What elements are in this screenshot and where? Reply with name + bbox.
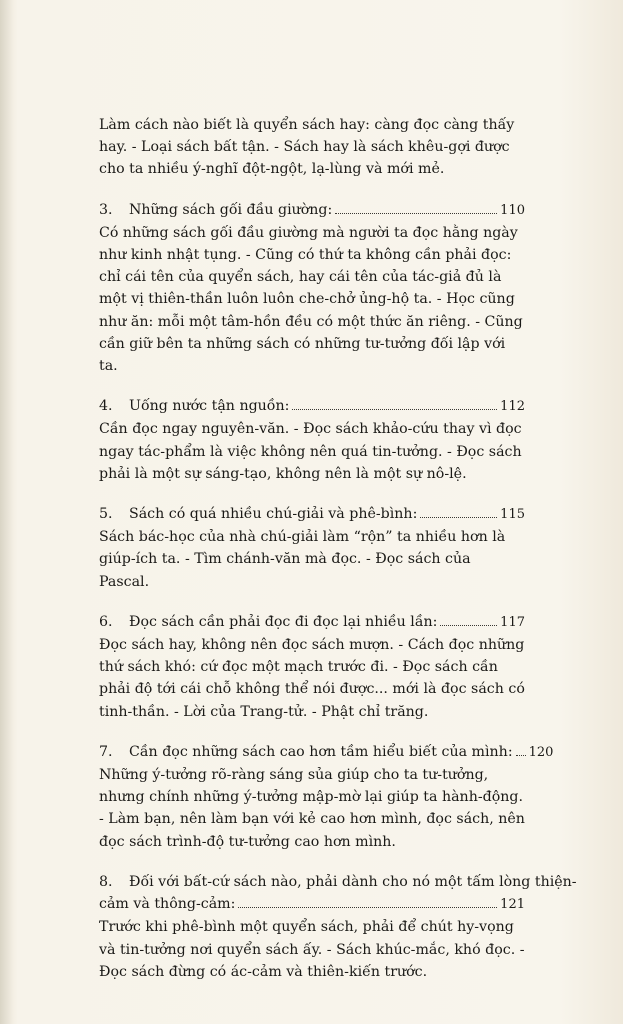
entry-page-number: 115: [500, 507, 525, 523]
dot-leader: [335, 212, 497, 214]
entry-description: Đọc sách hay, không nên đọc sách mượn. - Cách đọc những thứ sách khó: cứ đọc một mạch trước đi. - Đọc sách cần phải độ tới cái chỗ không thể nói được... mới là đọc sách có tinh-thần. - Lời của Trang-tử. - Phật chỉ trăng.: [99, 637, 525, 720]
entry-page-number: 110: [500, 202, 525, 218]
entry-number: 7.: [99, 743, 113, 760]
toc-entry-6: [99, 611, 525, 723]
entry-number: 8.: [99, 873, 113, 890]
entry-heading: [99, 871, 577, 893]
toc-entry-5: [99, 503, 525, 593]
entry-title-line-2: cảm và thông-cảm:: [99, 896, 236, 913]
entry-description: Có những sách gối đầu giường mà người ta đọc hằng ngày như kinh nhật tụng. - Cũng có thứ ta không cần phải đọc: chỉ cái tên của quyển sách, hay cái tên của tác-giả đủ là một vị thiên-thần luôn luôn che-chở ủng-hộ ta. - Học cũng như ăn: mỗi một tâm-hồn đều có một thức ăn riêng. - Cũng cần giữ bên ta những sách có những tư-tưởng đối lập với ta.: [99, 224, 523, 375]
entry-description: Những ý-tưởng rõ-ràng sáng sủa giúp cho ta tư-tưởng, nhưng chính những ý-tưởng mập-mờ lại giúp ta hành-động. - Làm bạn, nên làm bạn với kẻ cao hơn mình, đọc sách, nên đọc sách trình-độ tư-tưởng cao hơn mình.: [99, 767, 525, 850]
entry-description: Sách bác-học của nhà chú-giải làm “rộn” ta nhiều hơn là giúp-ích ta. - Tìm chánh-văn mà đọc. - Đọc sách của Pascal.: [99, 529, 506, 590]
entry-number: 3.: [99, 201, 113, 218]
entry-number: 6.: [99, 613, 113, 630]
dot-leader: [420, 516, 497, 518]
intro-paragraph: Làm cách nào biết là quyển sách hay: càng đọc càng thấy hay. - Loại sách bất tận. - Sách hay là sách khêu-gợi được cho ta nhiều ý-nghĩ đột-ngột, lạ-lùng và mới mẻ.: [99, 117, 515, 178]
dot-leader: [292, 408, 497, 410]
entry-title: Đọc sách cần phải đọc đi đọc lại nhiều lần:: [129, 613, 438, 630]
entry-number: 5.: [99, 506, 113, 523]
toc-content: [99, 114, 577, 1001]
dot-leader: [440, 624, 497, 626]
entry-title: Sách có quá nhiều chú-giải và phê-bình:: [129, 506, 418, 523]
toc-entry-8: [99, 871, 577, 983]
entry-heading: [99, 741, 554, 764]
toc-entry-4: [99, 395, 525, 485]
spine-shadow: [0, 0, 14, 1024]
entry-page-number: 120: [528, 744, 554, 760]
toc-entry-3: [99, 199, 525, 378]
entry-number: 4.: [99, 398, 113, 415]
entry-title-line-1: Đối với bất-cứ sách nào, phải dành cho nó một tấm lòng thiện-: [129, 873, 577, 890]
entry-title: Uống nước tận nguồn:: [129, 398, 290, 415]
dot-leader: [516, 754, 526, 756]
toc-entry-7: [99, 741, 554, 853]
entry-heading-continued: [99, 893, 525, 916]
entry-heading: [99, 611, 525, 634]
entry-page-number: 112: [500, 399, 525, 415]
dot-leader: [238, 906, 497, 908]
entry-heading: [99, 199, 525, 222]
entry-heading: [99, 395, 525, 418]
entry-page-number: 121: [500, 897, 525, 913]
entry-page-number: 117: [500, 614, 525, 630]
entry-description: Cần đọc ngay nguyên-văn. - Đọc sách khảo-cứu thay vì đọc ngay tác-phẩm là việc không nên quá tin-tưởng. - Đọc sách phải là một sự sáng-tạo, không nên là một sự nô-lệ.: [99, 421, 522, 482]
entry-title: Cần đọc những sách cao hơn tầm hiểu biết của mình:: [129, 743, 513, 760]
entry-heading: [99, 503, 525, 526]
entry-description: Trước khi phê-bình một quyển sách, phải để chút hy-vọng và tin-tưởng nơi quyển sách ấy. - Sách khúc-mắc, khó đọc. - Đọc sách đừng có ác-cảm và thiên-kiến trước.: [99, 919, 525, 980]
entry-title: Những sách gối đầu giường:: [129, 201, 333, 218]
